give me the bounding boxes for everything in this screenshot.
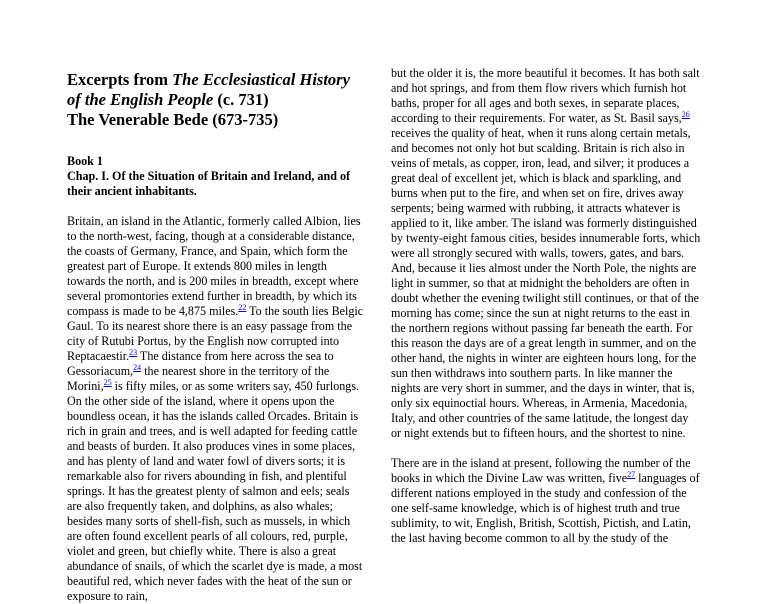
footnote-link-24[interactable]: 24 [133,362,142,372]
chapter-title: Chap. I. Of the Situation of Britain and Ireland, and of their ancient inhabitants. [67,169,351,198]
right-column [391,0,701,546]
footnote-link-22[interactable]: 22 [238,302,247,312]
title-date: (c. 731) [213,90,269,109]
book-label: Book 1 [67,154,103,168]
footnote-link-26[interactable]: 26 [681,109,690,119]
paragraph-continued: but the older it is, the more beautiful it becomes. It has both salt and hot springs, and from them flow rivers which furnish hot baths, proper for all ages and both sexes, in separate places, according to their requirements. For water, as St. Basil says,$^{26}$ receives the quality of heat, when it runs along certain metals, and becomes not only hot but scalding. Britain is rich also in veins of metals, as copper, iron, lead, and silver; it produces a great deal of excellent jet, which is black and sparkling, and burns when put to the fire, and when set on fire, drives away serpents; being warmed with rubbing, it attracts whatever is applied to it, like amber. The island was formerly distinguished by twenty-eight famous cities, besides innumerable forts, which were all strongly secured with walls, towers, gates, and bars. And, because it lies almost under the North Pole, the nights are light in summer, so that at midnight the beholders are often in doubt whether the evening twilight still continues, or that of the morning has come; since the sun at night returns to the east in the northern regions without passing far beneath the earth. For this reason the days are of a great length in summer, and on the other hand, the nights in winter are eighteen hours long, for the sun then withdraws into southern parts. In like manner the nights are very short in summer, and the days in winter, that is, only six equinoctial hours. Whereas, in Armenia, Macedonia, Italy, and other countries of the same latitude, the longest day or night extends but to fifteen hours, and the shortest to nine. [391,66,701,440]
footnote-link-25[interactable]: 25 [103,377,112,387]
title-author: The Venerable Bede (673-735) [67,110,279,129]
footnote-link-27[interactable]: 27 [627,469,636,479]
chapter-heading [67,154,367,199]
page-title [67,70,367,130]
left-column [67,0,367,604]
paragraph-languages: There are in the island at present, following the number of the books in which the Divine Law was written, five$^{27}$ languages of different nations employed in the study and confession of the one self-same knowledge, which is of highest truth and true sublimity, to wit, English, British, Scottish, Pictish, and Latin, the last having become common to all by the study of the [391,456,700,545]
title-work: The Ecclesiastical History of the English People [67,70,350,109]
paragraph-britain: Britain, an island in the Atlantic, formerly called Albion, lies to the north-west, facing, though at a considerable distance, the coasts of Germany, France, and Spain, which form the greatest part of Europe. It extends 800 miles in length towards the north, and is 200 miles in breadth, except where several promontories extend further in breadth, by which its compass is made to be 4,875 miles.$^{22}$ To the south lies Belgic Gaul. To its nearest shore there is an easy passage from the city of Rutubi Portus, by the English now corrupted into Reptacaestir.$^{23}$ The distance from here across the sea to Gessoriacum,$^{24}$ the nearest shore in the territory of the Morini,$^{25}$ is fifty miles, or as some writers say, 450 furlongs. On the other side of the island, where it opens upon the boundless ocean, it has the islands called Orcades. Britain is rich in grain and trees, and is well adapted for feeding cattle and beasts of burden. It also produces vines in some places, and has plenty of land and water fowl of divers sorts; it is remarkable also for rivers abounding in fish, and plentiful springs. It has the greatest plenty of salmon and eels; seals are also frequently taken, and dolphins, as also whales; besides many sorts of shell-fish, such as mussels, in which are often found excellent pearls of all colours, red, purple, violet and green, but chiefly white. There is also a great abundance of snails, of which the scarlet dye is made, a most beautiful red, which never fades with the heat of the sun or exposure to rain, [67,214,364,603]
title-prefix: Excerpts from [67,70,173,89]
footnote-link-23[interactable]: 23 [129,347,138,357]
